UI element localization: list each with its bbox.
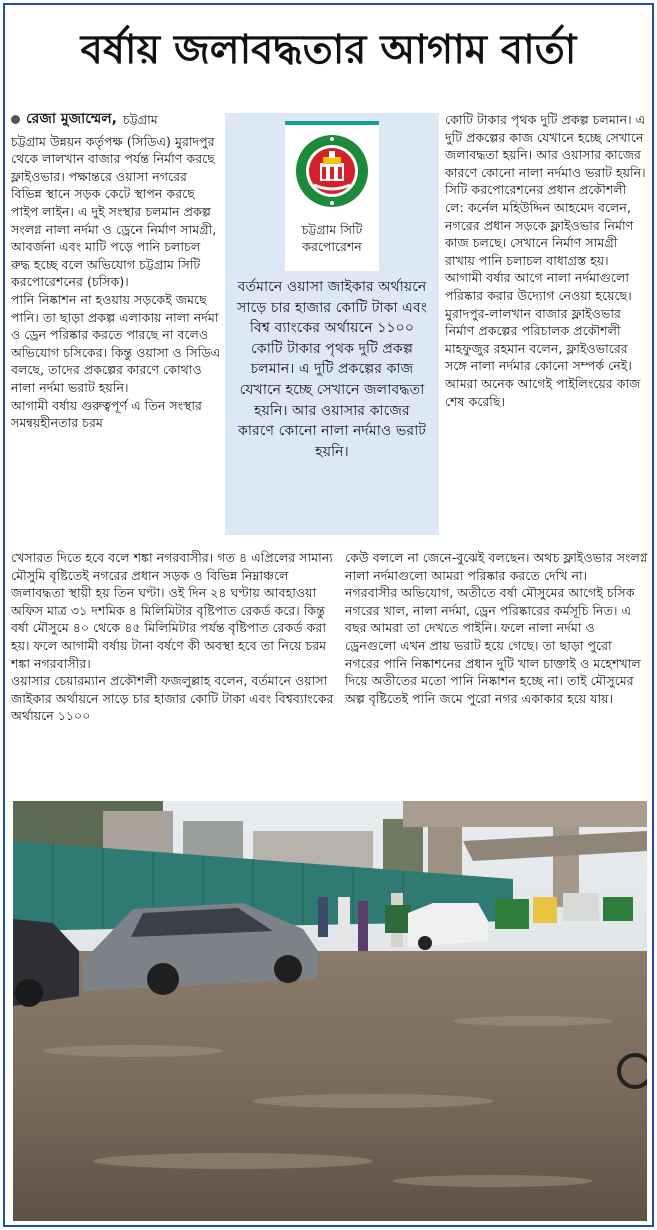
paragraph: সিটি করপোরেশনের প্রধান প্রকৌশলী লে: কর্নেল মহিউদ্দিন আহমেদ বলেন, নগরের প্রধান সড়কে ফ্লাইওভার নির্মাণ কাজ চলছে। সেখানে নির্মাণ সামগ্রী রাখায় পানি চলাচল বাধাগ্রস্ত হয়। [445,182,634,268]
bullet-icon [11,115,20,124]
paragraph: কোটি টাকার পৃথক দুটি প্রকল্প চলমান। এ দুটি প্রকল্পের কাজ যেখানে হচ্ছে সেখানে জলাবদ্ধতা হয়নি। আর ওয়াসার কাজের কারণে কোনো নালা নর্দমাও ভরাট হয়নি। [445,112,646,180]
paragraph: পানি নিষ্কাশন না হওয়ায় সড়কেই জমছে পানি। তা ছাড়া প্রকল্প এলাকায় নালা নর্দমা ও ড্রেন পরিষ্কার করতে পারছে না বলেও অভিযোগ চসিকের। কিন্তু ওয়াসা ও সিডিএ বলছে, তাদের প্রকল্পের কারণে কোথাও নালা নর্দমা ভরাট হয়নি। [11,291,221,395]
byline-name: রেজা মুজাম্মেল, [26,111,117,127]
paragraph: আগামী বর্ষার আগে নালা নর্দমাগুলো পরিষ্কার করার উদ্যোগ নেওয়া হয়েছে। [445,270,632,303]
flooded-street-photo-icon [13,801,647,1221]
paragraph: মুরাদপুর-লালখান বাজার ফ্লাইওভার নির্মাণ প্রকল্পের পরিচালক প্রকৌশলী মাহফুজুর রহমান বলেন, ফ্লাইওভারের সঙ্গে নালা নর্দমার কোনো সম্পর্ক নেই। আমরা অনেক আগেই পাইলিংয়ের কাজ শেষ করেছি। [445,305,641,409]
pull-quote: বর্তমানে ওয়াসা জাইকার অর্থায়নে সাড়ে চার হাজার কোটি টাকা এবং বিশ্ব ব্যাংকের অর্থায়নে ১১০০ কোটি টাকার পৃথক দুটি প্রকল্প চলমান। এ দুটি প্রকল্পের কাজ যেখানে হচ্ছে সেখানে জলাবদ্ধতা হয়নি। আর ওয়াসার কাজের কারণে কোনো নালা নর্দমাও ভরাট হয়নি। [237,279,427,460]
paragraph: খেসারত দিতে হবে বলে শঙ্কা নগরবাসীর। গত ৪ এপ্রিলের সামান্য মৌসুমি বৃষ্টিতেই নগরের প্রধান সড়ক ও বিভিন্ন নিম্নাঞ্চলে জলাবদ্ধতা স্থায়ী হয় তিন ঘণ্টা। ওই দিন ২৪ ঘণ্টায় আবহাওয়া অফিস মাত্র ৩১ দশমিক ৪ মিলিমিটার বৃষ্টিপাত রেকর্ড করে। কিন্তু বর্ষা মৌসুমে ৪০ থেকে ৪৫ মিলিমিটার পর্যন্ত বৃষ্টিপাত রেকর্ড করা হয়। ফলে আগামী বর্ষায় টানা বর্ষণে কী অবস্থা হবে তা নিয়ে চরম শঙ্কা নগরবাসীর। [11,550,333,671]
flooded-street-photo [13,801,647,1221]
paragraph: নগরবাসীর অভিযোগ, অতীতে বর্ষা মৌসুমের আগেই চসিক নগরের খাল, নালা নর্দমা, ড্রেন পরিষ্কারের কর্মসূচি নিত। এ বছর আমরা তা দেখতে পাইনি। ফলে নালা নর্দমা ও ড্রেনগুলো এখন প্রায় ভরাট হয়ে গেছে। তা ছাড়া পুরো নগরের পানি নিষ্কাশনের প্রধান দুটি খাল চাক্তাই ও মহেশখাল দিয়ে অতীতের মতো পানি নিষ্কাশন হচ্ছে না। তাই মৌসুমের অল্প বৃষ্টিতেই পানি জমে পুরো নগর একাকার হয়ে যায়। [345,585,641,706]
paragraph: ওয়াসার চেয়ারম্যান প্রকৌশলী ফজলুল্লাহ বলেন, বর্তমানে ওয়াসা জাইকার অর্থায়নে সাড়ে চার হাজার কোটি টাকা এবং বিশ্বব্যাংকের অর্থায়নে ১১০০ [11,673,334,724]
byline [11,111,221,129]
city-corporation-logo-icon [294,131,370,213]
highlight-box [225,113,439,535]
headline: বর্ষায় জলাবদ্ধতার আগাম বার্তা [80,27,577,73]
newspaper-page [3,3,654,1227]
column-1-bottom [11,549,341,725]
byline-location: চট্টগ্রাম [122,112,158,127]
column-2-bottom [345,549,649,707]
paragraph: আগামী বর্ষায় গুরুত্বপূর্ণ এ তিন সংস্থার সমন্বয়হীনতার চরম [11,397,202,431]
logo-caption: চট্টগ্রাম সিটি করপোরেশন [301,222,363,254]
logo-card [285,121,379,271]
column-3 [445,111,647,410]
column-1 [11,111,221,432]
paragraph: কেউ বললে না জেনে-বুঝেই বলছেন। অথচ ফ্লাইওভার সংলগ্ন নালা নর্দমাগুলো আমরা পরিষ্কার করতে দেখি না। [345,550,648,583]
paragraph: চট্টগ্রাম উন্নয়ন কর্তৃপক্ষ (সিডিএ) মুরাদপুর থেকে লালখান বাজার পর্যন্ত নির্মাণ করছে ফ্লাইওভার। পক্ষান্তরে ওয়াসা নগরের বিভিন্ন স্থানে সড়ক কেটে স্থাপন করছে পাইপ লাইন। এ দুই সংস্থার চলমান প্রকল্প সংলগ্ন নালা নর্দমা ও ড্রেনে নির্মাণ সামগ্রী, আবর্জনা এবং মাটি পড়ে পানি চলাচল রুদ্ধ হচ্ছে বলে অভিযোগ চট্টগ্রাম সিটি করপোরেশনের (চসিক)। [11,133,217,290]
